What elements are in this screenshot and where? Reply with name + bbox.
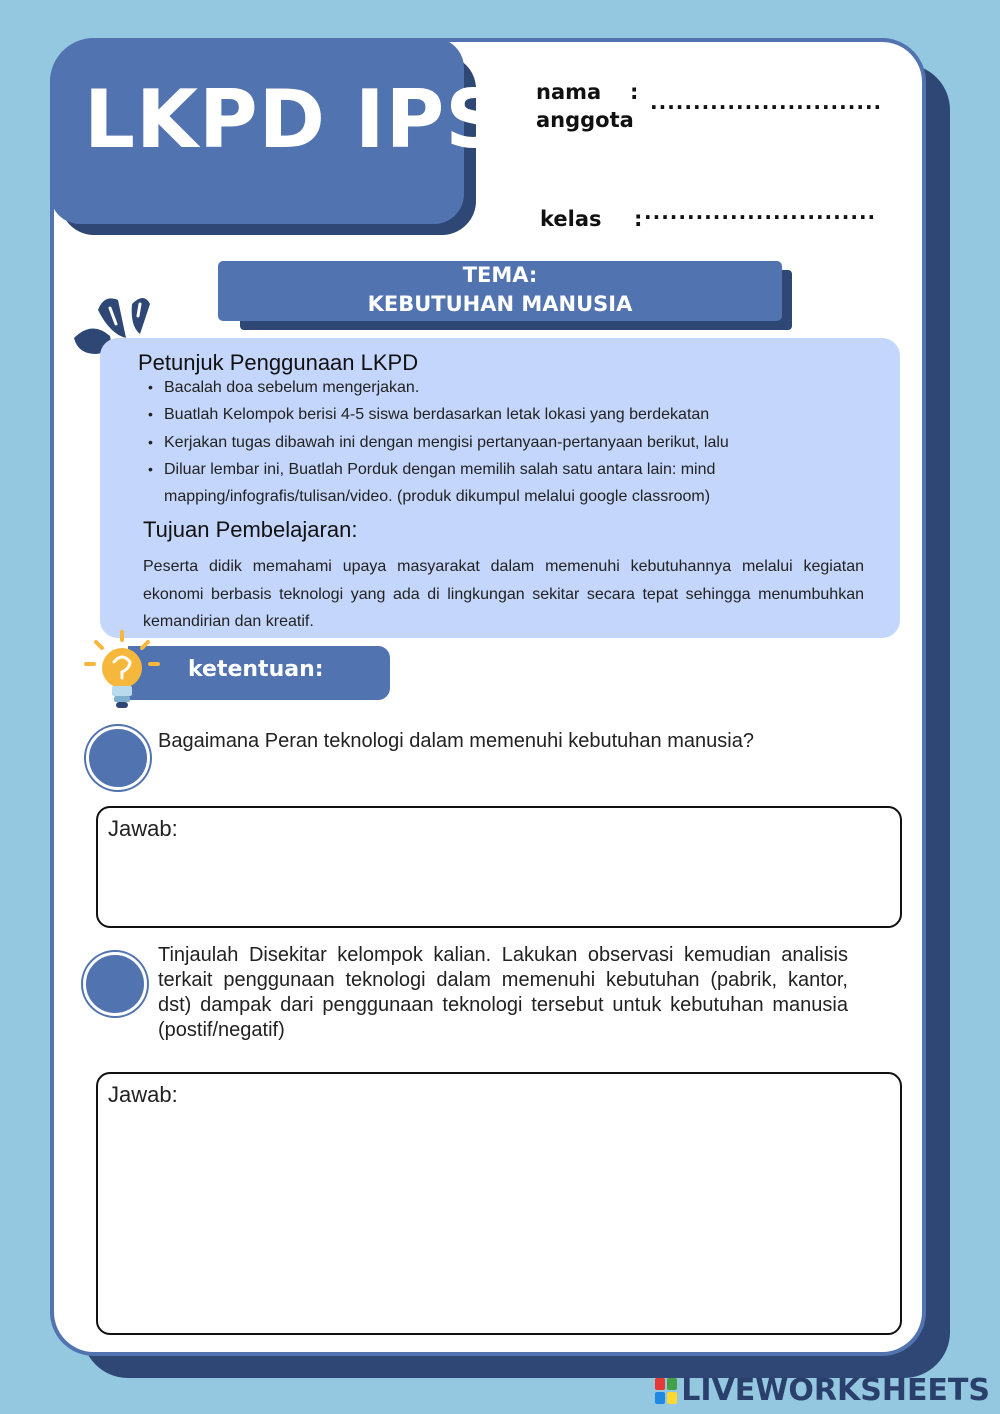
question-1-text: Bagaimana Peran teknologi dalam memenuhi kebutuhan manusia? xyxy=(158,730,754,752)
tujuan-heading: Tujuan Pembelajaran: xyxy=(143,517,358,542)
nama-label: nama xyxy=(536,80,602,104)
tema-value: KEBUTUHAN MANUSIA xyxy=(367,292,633,316)
anggota-label: anggota xyxy=(536,108,634,132)
tema-label: TEMA: xyxy=(462,263,538,287)
question-2-marker xyxy=(83,952,147,1016)
nama-anggota-field[interactable]: ........................... xyxy=(650,90,883,114)
lightbulb-icon xyxy=(84,628,160,718)
tujuan-text: Peserta didik memahami upaya masyarakat dalam memenuhi kebutuhannya melalui kegiatan ekonomi berbasis teknologi yang ada di lingkungan sekitar secara tepat sehingga menumbuhkan kemandirian dan kreatif. xyxy=(143,558,864,630)
ketentuan-label: ketentuan: xyxy=(188,657,324,682)
nama-colon: : xyxy=(630,80,639,104)
list-item: • Bacalah doa sebelum mengerjakan. xyxy=(148,374,878,401)
list-item: • Buatlah Kelompok berisi 4-5 siswa berdasarkan letak lokasi yang berdekatan xyxy=(148,401,878,428)
brand-name: LIVEWORKSHEETS xyxy=(681,1373,990,1408)
list-item: • Kerjakan tugas dibawah ini dengan mengisi pertanyaan-pertanyaan berikut, lalu xyxy=(148,429,878,456)
question-2-text: Tinjaulah Disekitar kelompok kalian. Lakukan observasi kemudian analisis terkait penggunaan teknologi dalam memenuhi kebutuhan (pabrik, kantor, dst) dampak dari penggunaan teknologi tersebut untuk kebutuhan manusia (postif/negatif) xyxy=(158,944,848,1041)
tema-banner xyxy=(218,261,782,321)
question-1-marker xyxy=(86,726,150,790)
liveworksheets-icon xyxy=(655,1378,677,1404)
answer-1-field[interactable] xyxy=(96,806,902,928)
ketentuan-banner xyxy=(128,646,390,700)
petunjuk-list xyxy=(148,374,878,510)
petunjuk-heading: Petunjuk Penggunaan LKPD xyxy=(138,350,419,375)
kelas-colon: : xyxy=(634,207,643,231)
list-item: • Diluar lembar ini, Buatlah Porduk dengan memilih salah satu antara lain: mind mapping/infografis/tulisan/video. (produk dikumpul melalui google classroom) xyxy=(148,456,878,511)
kelas-label: kelas xyxy=(540,207,602,231)
liveworksheets-logo[interactable] xyxy=(655,1373,990,1408)
worksheet-title: LKPD IPS xyxy=(84,73,504,166)
kelas-field[interactable]: ........................... xyxy=(644,200,877,224)
answer-2-field[interactable] xyxy=(96,1072,902,1335)
